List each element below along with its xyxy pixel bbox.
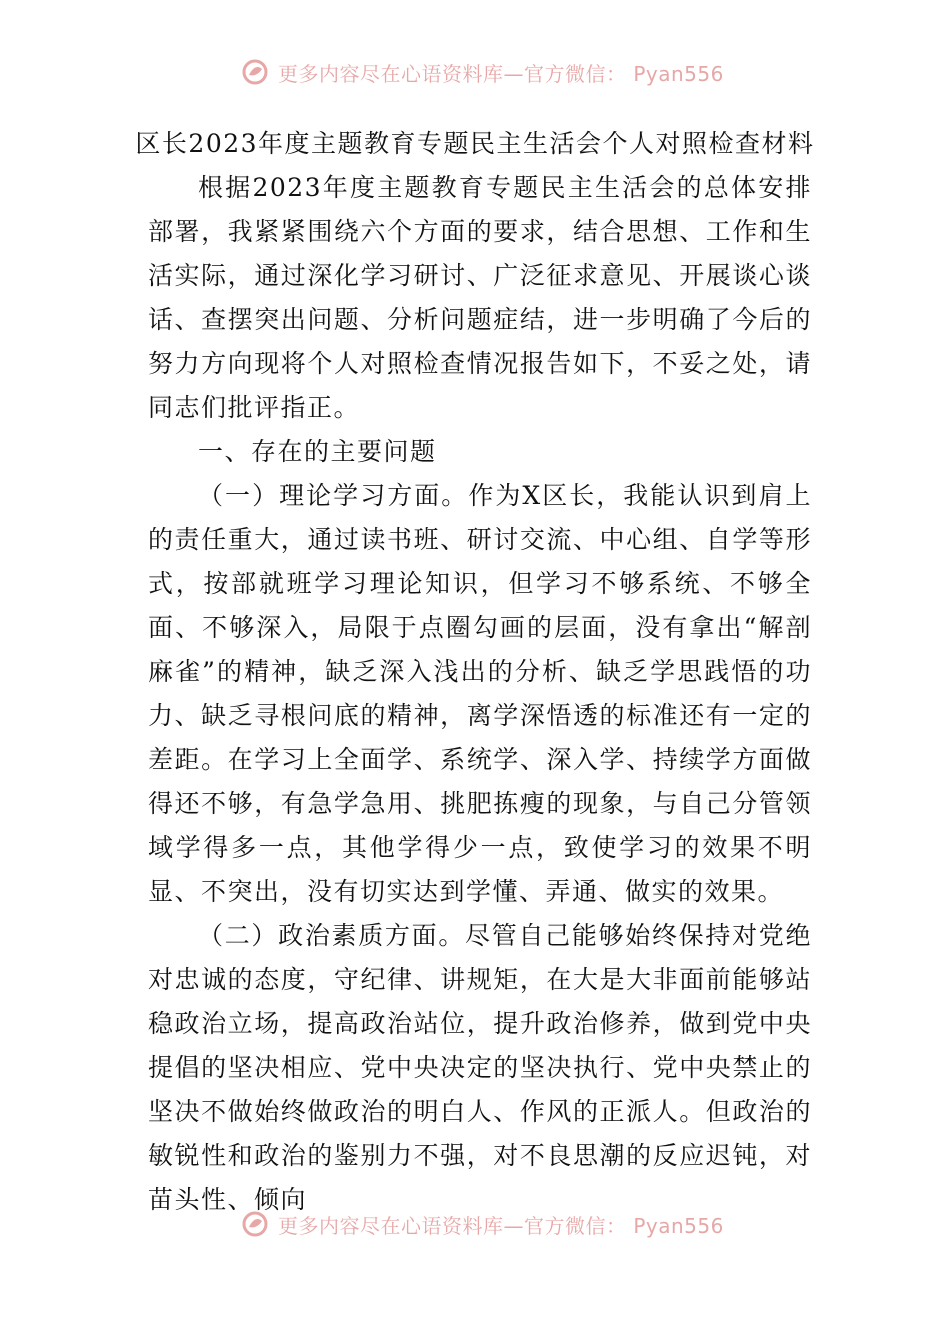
intro-paragraph: 根据2023年度主题教育专题民主生活会的总体安排部署，我紧紧围绕六个方面的要求，结合思想、工作和生活实际，通过深化学习研讨、广泛征求意见、开展谈心谈话、查摆突出问题、分析问题症结，进一步明确了今后的努力方向现将个人对照检查情况报告如下，不妥之处，请同志们批评指正。 — [148, 173, 812, 422]
section-heading: 一、存在的主要问题 — [198, 437, 437, 466]
logo-icon — [240, 57, 270, 87]
body-paragraph: （一）理论学习方面。作为X区长，我能认识到肩上的责任重大，通过读书班、研讨交流、中心组、自学等形式，按部就班学习理论知识，但学习不够系统、不够全面、不够深入，局限于点圈勾画的层面，没有拿出“解剖麻雀”的精神，缺乏深入浅出的分析、缺乏学思践悟的功力、缺乏寻根问底的精神，离学深悟透的标准还有一定的差距。在学习上全面学、系统学、深入学、持续学方面做得还不够，有急学急用、挑肥拣瘦的现象，与自己分管领域学得多一点，其他学得少一点，致使学习的效果不明显、不突出，没有切实达到学懂、弄通、做实的效果。 — [148, 481, 812, 906]
watermark-text: 更多内容尽在心语资料库—官方微信： Pyan556 — [278, 1213, 724, 1238]
watermark-text: 更多内容尽在心语资料库—官方微信： Pyan556 — [278, 61, 724, 86]
logo-icon — [240, 1209, 270, 1239]
body-paragraph: （二）政治素质方面。尽管自己能够始终保持对党绝对忠诚的态度，守纪律、讲规矩，在大是大非面前能够站稳政治立场，提高政治站位，提升政治修养，做到党中央提倡的坚决相应、党中央决定的坚决执行、党中央禁止的坚决不做始终做政治的明白人、作风的正派人。但政治的敏锐性和政治的鉴别力不强，对不良思潮的反应迟钝，对苗头性、倾向 — [148, 921, 812, 1214]
watermark-header — [240, 56, 724, 88]
document-title: 区长2023年度主题教育专题民主生活会个人对照检查材料 — [135, 129, 815, 158]
document-body — [148, 166, 812, 1222]
watermark-footer — [240, 1208, 724, 1240]
